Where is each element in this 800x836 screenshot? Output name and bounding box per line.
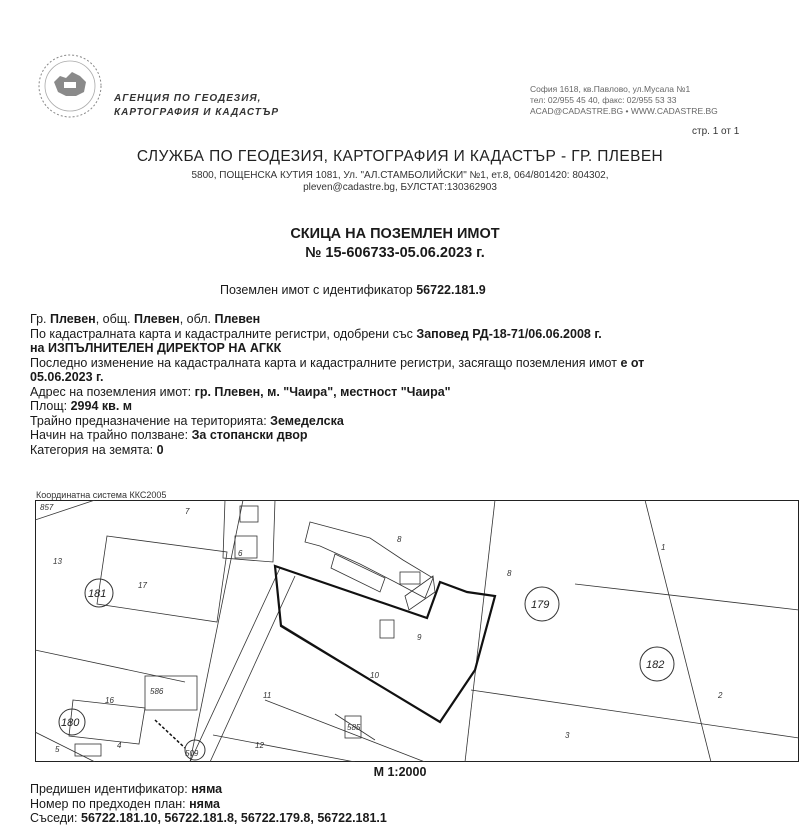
approved-line — [30, 327, 644, 342]
previous-plan-value: няма — [189, 796, 220, 811]
neighbours-value: 56722.181.10, 56722.181.8, 56722.179.8, 56722.181.1 — [81, 811, 387, 825]
address-label: Адрес на поземления имот: — [30, 384, 195, 399]
agency-name-line1: АГЕНЦИЯ ПО ГЕОДЕЗИЯ, — [114, 93, 262, 104]
neighbours-line — [30, 811, 387, 826]
category-label: Категория на земята: — [30, 442, 157, 457]
agency-name-line2: КАРТОГРАФИЯ И КАДАСТЪР — [114, 107, 280, 118]
agency-seal-logo — [36, 52, 104, 120]
contact-address: София 1618, кв.Павлово, ул.Мусала №1 — [530, 84, 691, 94]
document-number: № 15-606733-05.06.2023 г. — [305, 245, 485, 261]
area-label: Площ: — [30, 399, 71, 413]
area-line — [30, 399, 644, 414]
parcel-label-857: 857 — [40, 503, 54, 512]
parcel-number-181: 181 — [88, 588, 107, 600]
contact-phone: тел: 02/955 45 40, факс: 02/955 53 33 — [530, 95, 677, 105]
usage-line — [30, 428, 644, 443]
identifier-label: Поземлен имот с идентификатор — [220, 283, 413, 297]
approved-order: Заповед РД-18-71/06.06.2008 г. — [416, 326, 602, 341]
location-prefix-region: , обл. — [179, 312, 215, 326]
document-title — [0, 225, 790, 263]
agency-contact — [530, 84, 718, 117]
parcel-label-6: 6 — [238, 549, 243, 558]
last-change-line — [30, 356, 644, 371]
purpose-line — [30, 414, 644, 429]
parcel-label-7: 7 — [185, 507, 190, 516]
footer-details — [30, 782, 387, 826]
parcel-label-5: 5 — [55, 745, 60, 754]
usage-value: За стопански двор — [191, 428, 308, 442]
contact-web: ACAD@CADASTRE.BG • WWW.CADASTRE.BG — [530, 106, 718, 116]
last-change-date-line — [30, 370, 644, 385]
agency-name — [114, 92, 279, 120]
office-address-line2: pleven@cadastre.bg, БУЛСТАТ:130362903 — [303, 182, 497, 193]
approved-text: По кадастралната карта и кадастралните регистри, одобрени със — [30, 326, 417, 341]
page-number: стр. 1 от 1 — [692, 126, 740, 137]
identifier-line — [220, 283, 486, 297]
office-title: СЛУЖБА ПО ГЕОДЕЗИЯ, КАРТОГРАФИЯ И КАДАСТЪР - ГР. ПЛЕВЕН — [136, 148, 664, 165]
previous-plan-label: Номер по предходен план: — [30, 796, 190, 811]
identifier-value: 56722.181.9 — [416, 283, 486, 297]
parcel-label-1: 1 — [661, 543, 666, 552]
area-value: 2994 кв. м — [70, 399, 133, 413]
previous-id-value: няма — [191, 782, 223, 796]
document-title-text: СКИЦА НА ПОЗЕМЛЕН ИМОТ — [290, 226, 500, 242]
office-address-line1: 5800, ПОЩЕНСКА КУТИЯ 1081, Ул. "АЛ.СТАМБОЛИЙСКИ" №1, ет.8, 064/801420: 804302, — [191, 170, 609, 181]
cadastral-map — [35, 500, 799, 762]
parcel-number-182: 182 — [646, 659, 665, 671]
neighbours-label: Съседи: — [30, 811, 81, 825]
category-line — [30, 443, 644, 458]
approved-by-line — [30, 341, 644, 356]
parcel-label-509: 509 — [185, 749, 199, 758]
previous-id-label: Предишен идентификатор: — [30, 782, 192, 796]
approved-by: на ИЗПЪЛНИТЕЛЕН ДИРЕКТОР НА АГКК — [30, 341, 282, 355]
parcel-number-180: 180 — [61, 717, 80, 729]
location-prefix-city: Гр. — [30, 312, 50, 326]
location-region: Плевен — [214, 312, 261, 326]
category-value: 0 — [156, 442, 164, 457]
usage-label: Начин на трайно ползване: — [30, 428, 192, 442]
parcel-label-9: 9 — [417, 633, 422, 642]
parcel-label-585: 585 — [347, 723, 361, 732]
location-line — [30, 312, 644, 327]
parcel-label-4: 4 — [117, 741, 122, 750]
parcel-number-179: 179 — [531, 599, 550, 611]
parcel-label-3: 3 — [565, 731, 570, 740]
parcel-label-16: 16 — [105, 696, 114, 705]
address-value: гр. Плевен, м. "Чаира", местност "Чаира" — [194, 384, 451, 399]
location-city: Плевен — [49, 312, 96, 326]
parcel-label-13: 13 — [53, 557, 62, 566]
parcel-label-12: 12 — [255, 741, 264, 750]
parcel-label-8b: 8 — [507, 569, 512, 578]
previous-id-line — [30, 782, 387, 797]
map-scale: М 1:2000 — [373, 765, 427, 779]
previous-plan-line — [30, 797, 387, 812]
location-municipality: Плевен — [134, 312, 180, 326]
purpose-label: Трайно предназначение на територията: — [30, 413, 271, 428]
parcel-label-8a: 8 — [397, 535, 402, 544]
purpose-value: Земеделска — [270, 413, 344, 428]
office-address — [0, 170, 800, 194]
last-change-text: Последно изменение на кадастралната карта и кадастралните регистри, засягащо поземления имот — [30, 355, 621, 370]
coordinate-system: Координатна система ККС2005 — [36, 490, 167, 500]
last-change-date: 05.06.2023 г. — [30, 370, 104, 384]
location-prefix-municipality: , общ. — [95, 312, 134, 326]
parcel-label-586: 586 — [150, 687, 164, 696]
parcel-label-10: 10 — [370, 671, 379, 680]
property-details — [30, 312, 644, 457]
parcel-label-2: 2 — [718, 691, 723, 700]
parcel-label-17: 17 — [138, 581, 147, 590]
last-change-value-prefix: е от — [620, 355, 645, 370]
parcel-label-11: 11 — [263, 691, 272, 700]
address-line — [30, 385, 644, 400]
